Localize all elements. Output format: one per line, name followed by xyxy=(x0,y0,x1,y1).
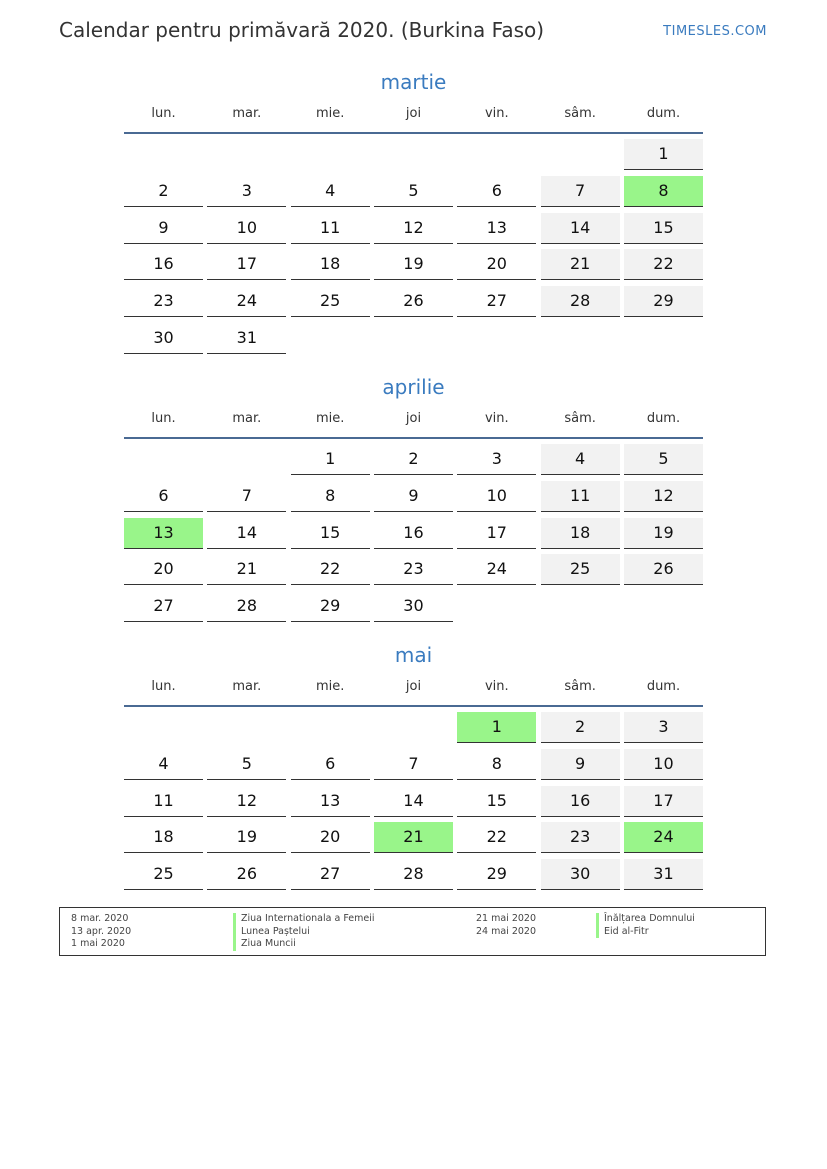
day-cell: 17 xyxy=(207,249,286,280)
weekday-label: joi xyxy=(405,106,422,121)
day-cell: 31 xyxy=(207,323,286,354)
month-title: martie xyxy=(380,70,447,94)
day-cell: 22 xyxy=(624,249,703,280)
day-grid xyxy=(124,444,703,628)
day-cell: 15 xyxy=(291,518,370,549)
month-april xyxy=(124,373,703,628)
day-cell: 1 xyxy=(624,139,703,170)
day-cell: 29 xyxy=(457,859,536,890)
weekday-label: joi xyxy=(405,679,422,694)
legend-date: 8 mar. 2020 xyxy=(71,913,129,924)
day-cell: 6 xyxy=(124,481,203,512)
weekday-label: joi xyxy=(405,411,422,426)
month-may xyxy=(124,641,703,896)
weekday-label: lun. xyxy=(151,106,176,121)
site-link[interactable]: TIMESLES.COM xyxy=(663,24,767,39)
legend-names-right xyxy=(596,913,695,938)
holiday-day-cell: 21 xyxy=(374,822,453,853)
day-cell: 12 xyxy=(207,786,286,817)
day-cell: 19 xyxy=(374,249,453,280)
day-cell: 2 xyxy=(374,444,453,475)
day-cell: 18 xyxy=(541,518,620,549)
day-cell: 3 xyxy=(457,444,536,475)
holiday-legend xyxy=(59,907,766,956)
day-cell: 12 xyxy=(374,213,453,244)
day-cell: 4 xyxy=(291,176,370,207)
holiday-day-cell: 13 xyxy=(124,518,203,549)
day-cell: 26 xyxy=(374,286,453,317)
legend-dates-left xyxy=(71,913,131,951)
legend-names-left xyxy=(233,913,375,951)
day-cell: 11 xyxy=(541,481,620,512)
weekday-label: mar. xyxy=(232,679,262,694)
day-cell: 11 xyxy=(124,786,203,817)
day-cell: 30 xyxy=(541,859,620,890)
weekday-label: lun. xyxy=(151,411,176,426)
day-cell: 4 xyxy=(124,749,203,780)
weekday-label: lun. xyxy=(151,679,176,694)
day-cell: 16 xyxy=(374,518,453,549)
day-cell: 19 xyxy=(207,822,286,853)
weekday-label: sâm. xyxy=(564,411,596,426)
legend-date: 24 mai 2020 xyxy=(476,925,537,937)
day-cell: 21 xyxy=(541,249,620,280)
day-cell: 17 xyxy=(457,518,536,549)
day-cell: 3 xyxy=(207,176,286,207)
empty-day-cell xyxy=(291,139,370,169)
legend-holiday-name: Înălțarea Domnului xyxy=(596,913,695,926)
day-grid xyxy=(124,139,703,360)
day-cell: 25 xyxy=(124,859,203,890)
day-cell: 23 xyxy=(374,554,453,585)
day-cell: 24 xyxy=(457,554,536,585)
day-cell: 22 xyxy=(291,554,370,585)
day-cell: 13 xyxy=(457,213,536,244)
weekday-label: dum. xyxy=(646,106,681,121)
day-cell: 6 xyxy=(457,176,536,207)
empty-day-cell xyxy=(457,139,536,169)
day-cell: 21 xyxy=(207,554,286,585)
holiday-day-cell: 8 xyxy=(624,176,703,207)
day-cell: 28 xyxy=(541,286,620,317)
weekday-header-row xyxy=(124,104,703,134)
day-cell: 16 xyxy=(124,249,203,280)
empty-day-cell xyxy=(291,712,370,742)
legend-holiday-name: Ziua Muncii xyxy=(233,938,375,951)
day-cell: 18 xyxy=(291,249,370,280)
weekday-label: vin. xyxy=(484,679,509,694)
day-cell: 5 xyxy=(624,444,703,475)
day-cell: 29 xyxy=(291,591,370,622)
weekday-label: mie. xyxy=(315,106,345,121)
day-cell: 8 xyxy=(291,481,370,512)
day-cell: 9 xyxy=(124,213,203,244)
day-cell: 11 xyxy=(291,213,370,244)
empty-day-cell xyxy=(374,712,453,742)
day-cell: 4 xyxy=(541,444,620,475)
empty-day-cell xyxy=(207,444,286,474)
day-cell: 16 xyxy=(541,786,620,817)
legend-date: 13 apr. 2020 xyxy=(71,925,132,937)
day-cell: 10 xyxy=(457,481,536,512)
day-cell: 24 xyxy=(207,286,286,317)
day-cell: 30 xyxy=(124,323,203,354)
weekday-label: mar. xyxy=(232,106,262,121)
weekday-label: sâm. xyxy=(564,106,596,121)
legend-holiday-name: Ziua Internationala a Femeii xyxy=(233,913,375,926)
empty-day-cell xyxy=(124,139,203,169)
day-grid xyxy=(124,712,703,896)
empty-day-cell xyxy=(207,139,286,169)
day-cell: 14 xyxy=(374,786,453,817)
empty-day-cell xyxy=(124,712,203,742)
month-march xyxy=(124,68,703,360)
holiday-day-cell: 1 xyxy=(457,712,536,743)
day-cell: 26 xyxy=(207,859,286,890)
legend-dates-right xyxy=(476,913,536,938)
day-cell: 9 xyxy=(374,481,453,512)
legend-holiday-name: Lunea Paștelui xyxy=(233,926,375,939)
day-cell: 23 xyxy=(124,286,203,317)
day-cell: 17 xyxy=(624,786,703,817)
day-cell: 20 xyxy=(291,822,370,853)
day-cell: 26 xyxy=(624,554,703,585)
day-cell: 10 xyxy=(207,213,286,244)
weekday-label: mie. xyxy=(315,679,345,694)
weekday-label: dum. xyxy=(646,411,681,426)
month-title: aprilie xyxy=(382,375,445,399)
month-title: mai xyxy=(394,643,433,667)
day-cell: 29 xyxy=(624,286,703,317)
empty-day-cell xyxy=(124,444,203,474)
page-title: Calendar pentru primăvară 2020. (Burkina Faso) xyxy=(59,18,545,42)
day-cell: 28 xyxy=(207,591,286,622)
day-cell: 10 xyxy=(624,749,703,780)
day-cell: 12 xyxy=(624,481,703,512)
day-cell: 14 xyxy=(541,213,620,244)
weekday-header-row xyxy=(124,677,703,707)
day-cell: 27 xyxy=(457,286,536,317)
weekday-label: vin. xyxy=(484,411,509,426)
weekday-label: mie. xyxy=(315,411,345,426)
day-cell: 23 xyxy=(541,822,620,853)
day-cell: 13 xyxy=(291,786,370,817)
day-cell: 27 xyxy=(291,859,370,890)
day-cell: 15 xyxy=(457,786,536,817)
day-cell: 31 xyxy=(624,859,703,890)
legend-date: 21 mai 2020 xyxy=(476,913,537,924)
day-cell: 3 xyxy=(624,712,703,743)
legend-holiday-name: Eid al-Fitr xyxy=(596,926,695,939)
day-cell: 9 xyxy=(541,749,620,780)
day-cell: 7 xyxy=(207,481,286,512)
day-cell: 19 xyxy=(624,518,703,549)
weekday-header-row xyxy=(124,409,703,439)
day-cell: 7 xyxy=(541,176,620,207)
empty-day-cell xyxy=(374,139,453,169)
day-cell: 30 xyxy=(374,591,453,622)
empty-day-cell xyxy=(541,139,620,169)
day-cell: 2 xyxy=(541,712,620,743)
day-cell: 15 xyxy=(624,213,703,244)
weekday-label: mar. xyxy=(232,411,262,426)
day-cell: 2 xyxy=(124,176,203,207)
day-cell: 27 xyxy=(124,591,203,622)
day-cell: 5 xyxy=(207,749,286,780)
weekday-label: sâm. xyxy=(564,679,596,694)
legend-date: 1 mai 2020 xyxy=(71,938,125,949)
day-cell: 18 xyxy=(124,822,203,853)
day-cell: 6 xyxy=(291,749,370,780)
day-cell: 14 xyxy=(207,518,286,549)
day-cell: 20 xyxy=(124,554,203,585)
holiday-day-cell: 24 xyxy=(624,822,703,853)
empty-day-cell xyxy=(207,712,286,742)
day-cell: 20 xyxy=(457,249,536,280)
weekday-label: vin. xyxy=(484,106,509,121)
day-cell: 5 xyxy=(374,176,453,207)
day-cell: 25 xyxy=(541,554,620,585)
day-cell: 22 xyxy=(457,822,536,853)
weekday-label: dum. xyxy=(646,679,681,694)
day-cell: 1 xyxy=(291,444,370,475)
day-cell: 7 xyxy=(374,749,453,780)
day-cell: 25 xyxy=(291,286,370,317)
day-cell: 8 xyxy=(457,749,536,780)
day-cell: 28 xyxy=(374,859,453,890)
